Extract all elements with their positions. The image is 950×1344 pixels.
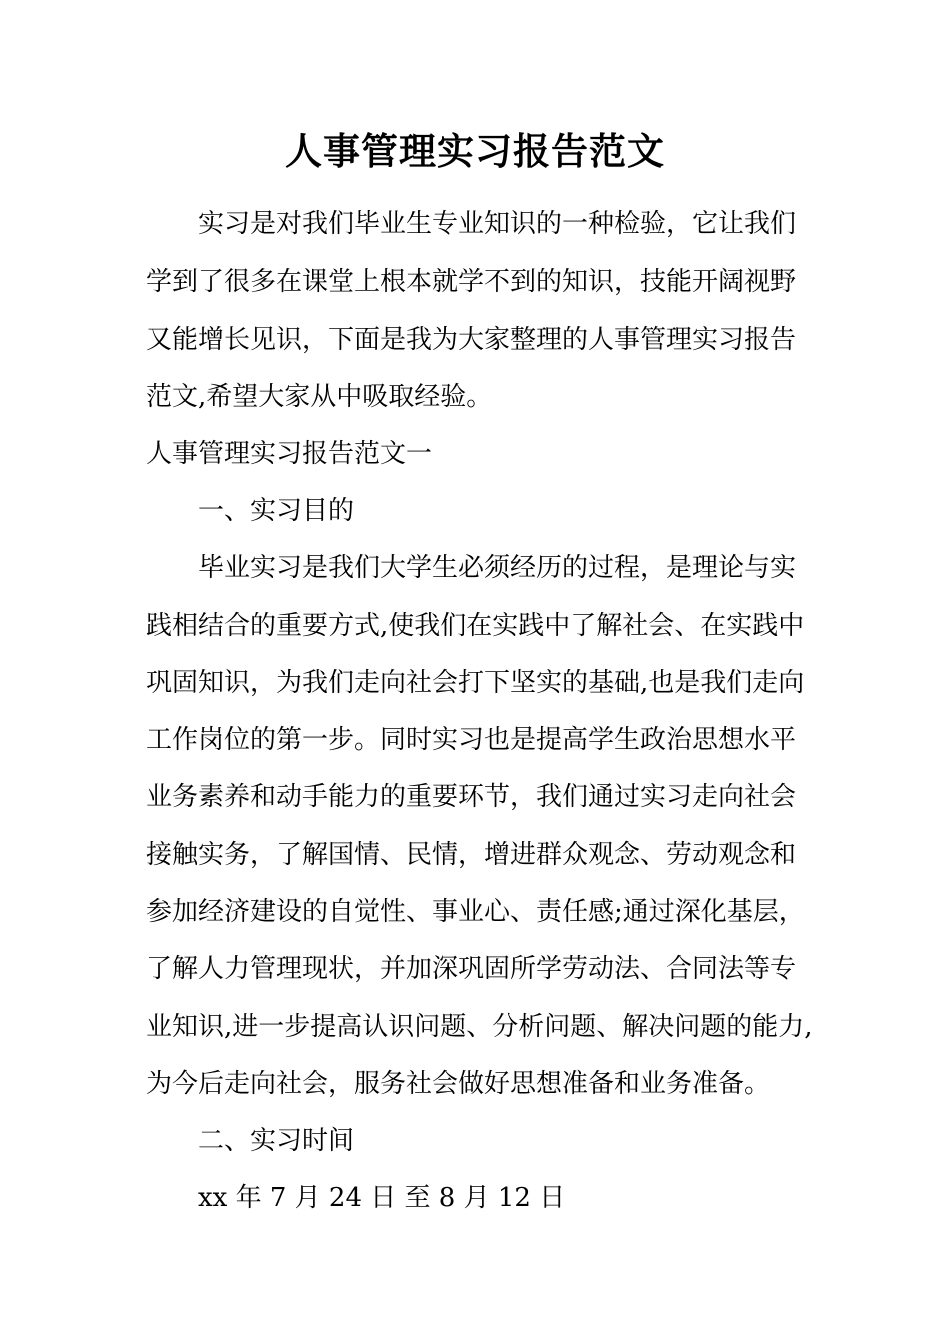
document-title: 人事管理实习报告范文 xyxy=(285,129,665,173)
part2-heading: 二、实习时间 xyxy=(198,1126,355,1156)
intro-line-1: 实习是对我们毕业生专业知识的一种检验，它让我们 xyxy=(198,209,797,239)
intro-line-3: 又能增长见识，下面是我为大家整理的人事管理实习报告 xyxy=(146,325,797,355)
part2-date: xx 年 7 月 24 日 至 8 月 12 日 xyxy=(198,1183,566,1213)
part1-heading: 一、实习目的 xyxy=(198,496,355,526)
part1-line-2: 践相结合的重要方式,使我们在实践中了解社会、在实践中 xyxy=(146,611,805,641)
part1-line-3: 巩固知识，为我们走向社会打下坚实的基础,也是我们走向 xyxy=(146,668,805,698)
part1-line-7: 参加经济建设的自觉性、事业心、责任感;通过深化基层， xyxy=(146,897,805,927)
part1-line-9: 业知识,进一步提高认识问题、分析问题、解决问题的能力, xyxy=(146,1012,813,1042)
part1-line-10: 为今后走向社会，服务社会做好思想准备和业务准备。 xyxy=(146,1069,771,1099)
part1-line-4: 工作岗位的第一步。同时实习也是提高学生政治思想水平 xyxy=(146,725,797,755)
section-heading: 人事管理实习报告范文一 xyxy=(146,439,433,469)
part1-line-6: 接触实务，了解国情、民情，增进群众观念、劳动观念和 xyxy=(146,840,797,870)
part1-line-8: 了解人力管理现状，并加深巩固所学劳动法、合同法等专 xyxy=(146,954,797,984)
part1-line-5: 业务素养和动手能力的重要环节，我们通过实习走向社会 xyxy=(146,782,797,812)
intro-line-4: 范文,希望大家从中吸取经验。 xyxy=(146,382,493,412)
part1-line-1: 毕业实习是我们大学生必须经历的过程，是理论与实 xyxy=(198,553,797,583)
intro-line-2: 学到了很多在课堂上根本就学不到的知识，技能开阔视野 xyxy=(146,267,797,297)
